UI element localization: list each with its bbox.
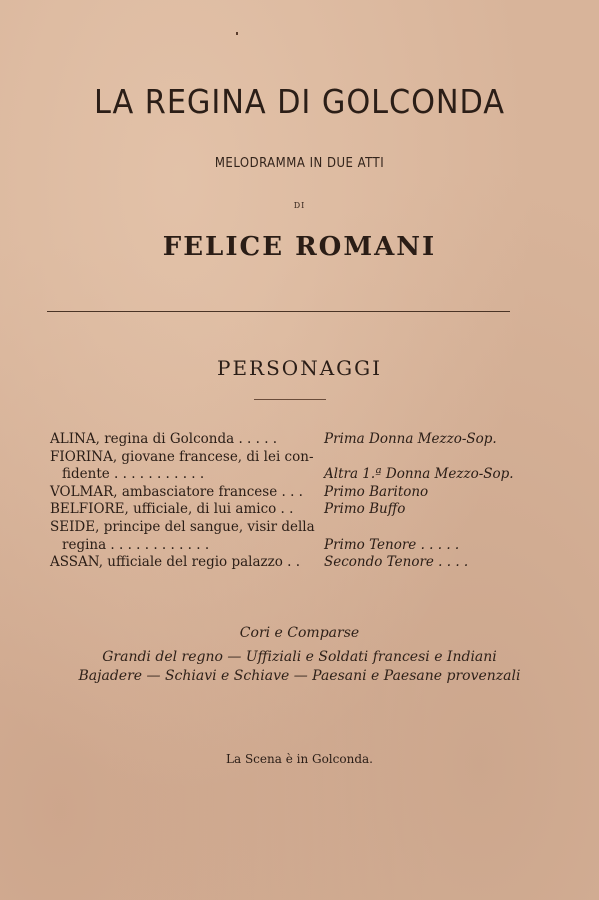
cast-row	[50, 484, 530, 502]
cast-voice: Secondo Tenore . . . .	[324, 554, 469, 571]
personaggi-heading: PERSONAGGI	[216, 356, 382, 380]
scene-note: La Scena è in Golconda.	[226, 752, 373, 766]
cast-row	[50, 537, 530, 555]
cast-voice: Primo Buffo	[324, 501, 406, 518]
cast-voice: Primo Tenore . . . . .	[324, 536, 460, 553]
divider-rule	[47, 311, 510, 312]
cast-role: VOLMAR, ambasciatore francese . . .	[50, 483, 303, 500]
heading-underline	[254, 399, 326, 400]
cast-voice: Altra 1.ª Donna Mezzo-Sop.	[324, 466, 514, 483]
cast-row	[50, 519, 530, 537]
cast-row	[50, 431, 530, 449]
cast-role: fidente . . . . . . . . . . .	[62, 466, 205, 483]
author-name: FELICE ROMANI	[162, 232, 437, 262]
cast-row	[50, 449, 530, 467]
cast-role: FIORINA, giovane francese, di lei con-	[50, 448, 314, 465]
chorus-line-1: Grandi del regno — Uffiziali e Soldati francesi e Indiani	[102, 649, 497, 665]
cast-row	[50, 466, 530, 484]
cast-voice: Prima Donna Mezzo-Sop.	[324, 431, 497, 447]
cast-row	[50, 501, 530, 519]
cast-row	[50, 554, 530, 572]
page-title: LA REGINA DI GOLCONDA	[94, 82, 505, 121]
cast-role: BELFIORE, ufficiale, di lui amico . .	[50, 501, 294, 518]
by-label: DI	[293, 201, 306, 210]
chorus-title: Cori e Comparse	[239, 625, 360, 641]
chorus-line-2: Bajadere — Schiavi e Schiave — Paesani e Paesane provenzali	[78, 668, 521, 684]
printer-mark	[236, 32, 238, 35]
cast-role: ALINA, regina di Golconda . . . . .	[50, 431, 278, 447]
cast-voice: Primo Baritono	[324, 483, 429, 500]
cast-role: ASSAN, ufficiale del regio palazzo . .	[50, 554, 301, 571]
cast-role: regina . . . . . . . . . . . .	[62, 536, 210, 553]
subtitle: MELODRAMMA IN DUE ATTI	[214, 156, 385, 171]
cast-role: SEIDE, principe del sangue, visir della	[50, 518, 315, 535]
cast-list	[50, 431, 530, 572]
